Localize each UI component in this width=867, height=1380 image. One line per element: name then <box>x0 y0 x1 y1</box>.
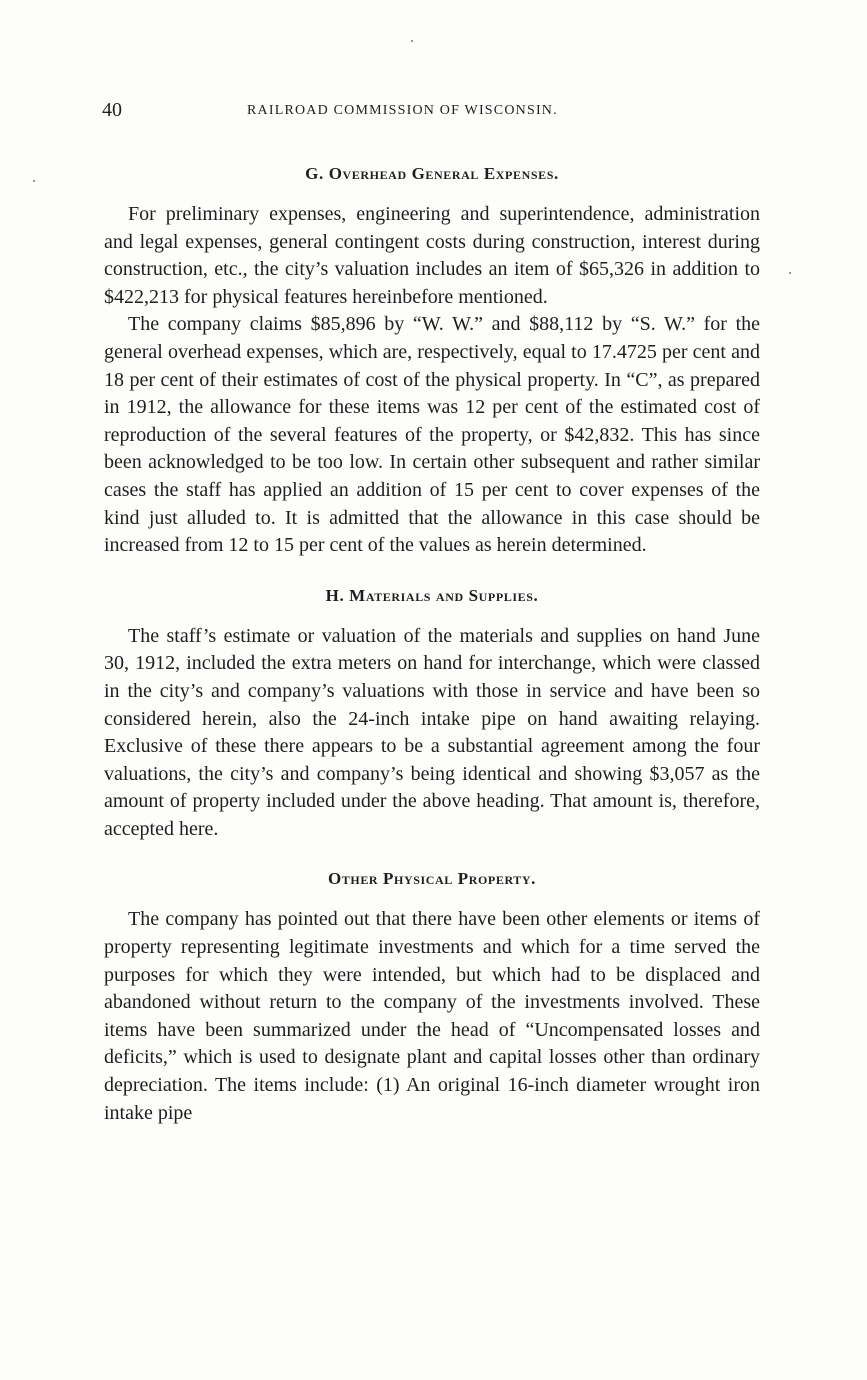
paragraph: The staff’s estimate or valuation of the materials and supplies on hand June 30, 1912, included the extra meters on hand for interchange, which were classed in the city’s and company’s valuations with those in service and have been so considered herein, also the 24-inch intake pipe on hand awaiting relaying. Exclusive of these there appears to be a substantial agreement among the four valuations, the city’s and company’s being identical and showing $3,057 as the amount of property included under the above heading. That amount is, therefore, accepted here. <box>104 624 760 840</box>
running-head <box>102 98 762 124</box>
section-title: Other Physical Property. <box>327 869 537 889</box>
section-title: Materials and Supplies. <box>349 585 539 605</box>
section-heading-materials-and-supplies <box>104 582 760 609</box>
body-text <box>104 160 760 1127</box>
section-heading-other-physical-property <box>104 865 760 892</box>
paragraph: The company has pointed out that there have been other elements or items of property representing legitimate investments and which for a time served the purposes for which they were intended, but which had to be displaced and abandoned without return to the company of the investments involved. These items have been summarized under the head of “Uncompensated losses and deficits,” which is used to designate plant and capital losses other than ordinary depreciation. The items include: (1) An original 16-inch diameter wrought iron intake pipe <box>104 908 760 1124</box>
section-title: Overhead General Expenses. <box>328 164 559 183</box>
page-number: 40 <box>102 99 122 121</box>
scan-speck <box>33 180 35 182</box>
scan-speck <box>411 40 413 42</box>
section-letter: H. <box>325 585 345 605</box>
paragraph: For preliminary expenses, engineering and superintendence, administration and legal expenses, general contingent costs during construction, interest during construction, etc., the city’s valuation includes an item of $65,326 in addition to $422,213 for physical features hereinbefore mentioned. <box>104 203 760 308</box>
section-heading-overhead-general-expenses <box>104 160 760 187</box>
scan-speck <box>789 272 791 274</box>
running-title: RAILROAD COMMISSION OF WISCONSIN. <box>247 103 558 118</box>
paragraph: The company claims $85,896 by “W. W.” and $88,112 by “S. W.” for the general overhead expenses, which are, respectively, equal to 17.4725 per cent and 18 per cent of their estimates of cost of the physical property. In “C”, as prepared in 1912, the allowance for these items was 12 per cent of the estimated cost of reproduction of the several features of the property, or $42,832. This has since been acknowledged to be too low. In certain other subsequent and rather similar cases the staff has applied an addition of 15 per cent to cover expenses of the kind just alluded to. It is admitted that the allowance in this case should be increased from 12 to 15 per cent of the values as herein determined. <box>104 313 760 557</box>
section-letter: G. <box>305 164 324 183</box>
